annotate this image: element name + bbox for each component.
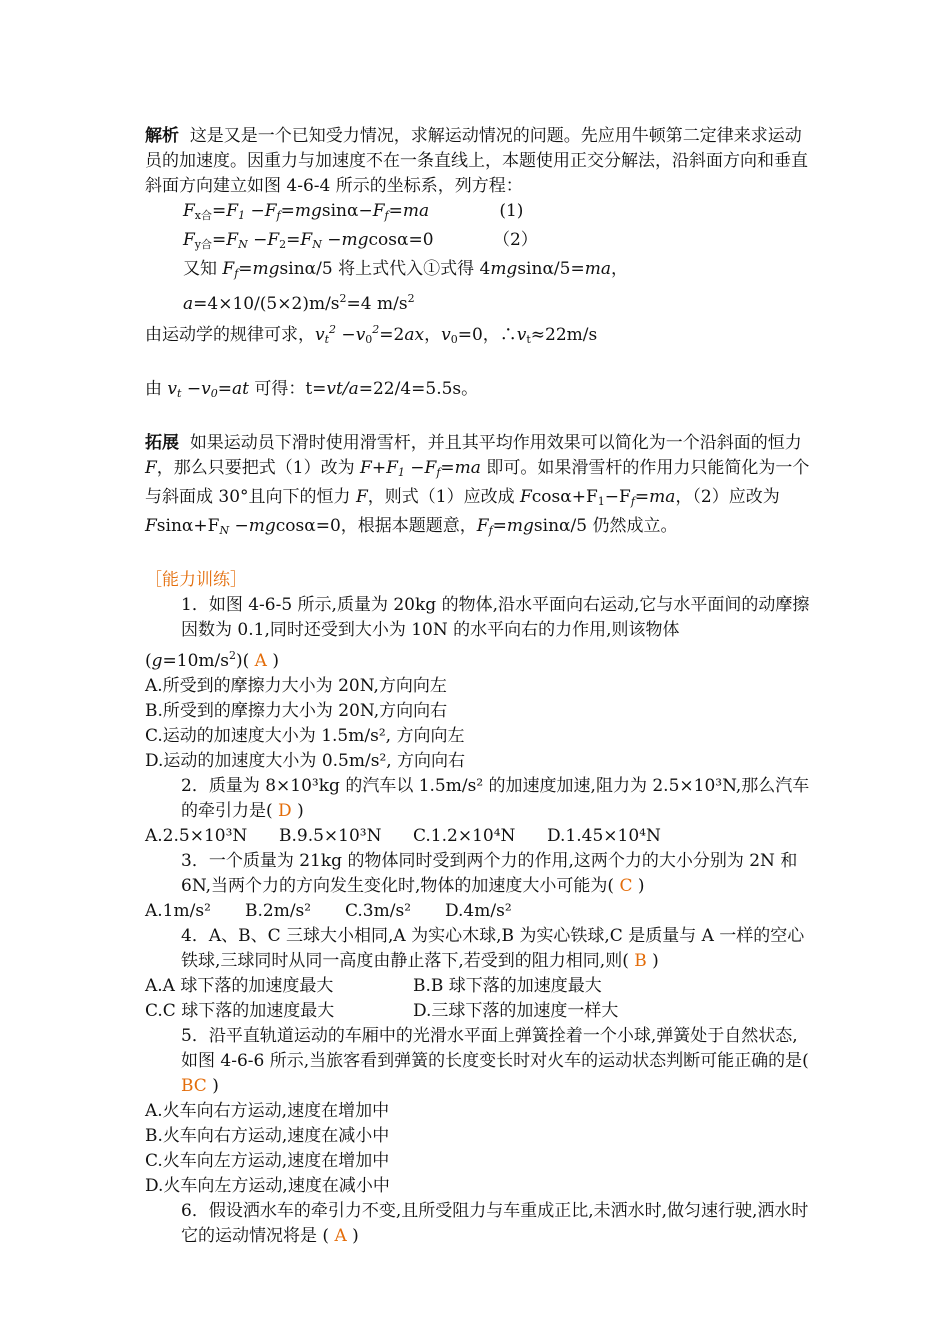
equation-2: $F_{y合}=F_N -F_2=F_N -mgcos\alpha=0$ （2）	[183, 230, 538, 251]
question-5-text: 5．沿平直轨道运动的车厢中的光滑水平面上弹簧拴着一个小球,弹簧处于自然状态,如图 4-6-6 所示,当旅客看到弹簧的长度变长时对火车的运动状态判断可能正确的是	[181, 1026, 803, 1071]
question-3-option-d: D.4m/s²	[445, 901, 512, 921]
extension-text-5: ，（2）应改为	[675, 487, 780, 507]
kinematics-text-3: ≈22m/s	[530, 325, 598, 345]
extension-paragraph: 拓展 如果运动员下滑时使用滑雪杆，并且其平均作用效果可以简化为一个沿斜面的恒力 F，那么只要把式（1）改为 $F+F_1 -F_f=ma$ 即可。如果滑雪杆的作用力只能简化为一个与斜面成 30°且向下的恒力 F，则式（1）应改成 $Fcos\alpha+F_1-F_f=ma$，（2）应改为	[145, 433, 810, 508]
question-2-option-d: D.1.45×10⁴N	[547, 826, 661, 846]
question-1-answer: A	[254, 651, 267, 671]
question-6-answer: A	[334, 1226, 347, 1246]
question-5-answer: BC	[181, 1076, 207, 1096]
analysis-paragraph	[145, 124, 810, 199]
question-3-option-a: A.1m/s²	[145, 901, 211, 921]
question-5-option-c: C.火车向左方运动,速度在增加中	[145, 1151, 390, 1171]
time-text-3: =22/4=5.5s。	[358, 379, 479, 399]
time-text-2: 可得：t=	[248, 379, 327, 399]
question-4-option-a: A.A 球下落的加速度最大	[145, 976, 334, 996]
time-text-1: 由	[145, 379, 168, 399]
kinematics-line: 由运动学的规律可求，$v_t^2 -v_0^2=2ax$，$v_0=0$，$\therefore v_t\approx 22m/s$	[145, 323, 598, 346]
question-1-option-d: D.运动的加速度大小为 0.5m/s², 方向向右	[145, 751, 466, 771]
known-line: 又知 $F_f=mgsin\alpha/5$ 将上式代入①式得 4mgsinα/5=ma，$a=4\times 10/(5\times 2)m/s^2=4$ $m/s^2$	[183, 259, 628, 314]
question-3-text: 3．一个质量为 21kg 的物体同时受到两个力的作用,这两个力的大小分别为 2N 和 6N,当两个力的方向发生变化时,物体的加速度大小可能为	[181, 851, 798, 896]
question-1-text: 1．如图 4-6-5 所示,质量为 20kg 的物体,沿水平面向右运动,它与水平面间的动摩擦因数为 0.1,同时还受到大小为 10N 的水平向右的力作用,则该物体	[181, 595, 810, 640]
question-5-stem: 5．沿平直轨道运动的车厢中的光滑水平面上弹簧拴着一个小球,弹簧处于自然状态,如图 4-6-6 所示,当旅客看到弹簧的长度变长时对火车的运动状态判断可能正确的是( BC )	[181, 1026, 809, 1096]
question-4-option-b: B.B 球下落的加速度最大	[413, 976, 602, 996]
question-5-option-a: A.火车向右方运动,速度在增加中	[145, 1101, 390, 1121]
equation-2-number: （2）	[492, 230, 538, 250]
question-4-options-row-2	[145, 999, 810, 1024]
question-2-option-a: A.2.5×10³N	[145, 826, 248, 846]
extension-label: 拓展	[145, 433, 179, 453]
extension-text-7: 仍然成立。	[587, 516, 678, 536]
document-page	[145, 124, 810, 1249]
extension-eq-line: $Fsin\alpha+F_N -mgcos\alpha=0$，根据本题题意，$F_f=mgsin\alpha/5$ 仍然成立。	[145, 516, 678, 537]
question-4-text: 4．A、B、C 三球大小相同,A 为实心木球,B 为实心铁球,C 是质量与 A 一样的空心铁球,三球同时从同一高度由静止落下,若受到的阻力相同,则	[181, 926, 805, 971]
question-2-answer: D	[278, 801, 292, 821]
extension-text-3: 即可。如果滑雪杆的作用力只能简化为一个与斜面成 30°且向下的恒力	[145, 458, 810, 507]
equation-1-number: (1)	[499, 201, 524, 221]
question-3-stem: 3．一个质量为 21kg 的物体同时受到两个力的作用,这两个力的大小分别为 2N 和 6N,当两个力的方向发生变化时,物体的加速度大小可能为( C )	[181, 851, 798, 896]
known-text-2: 将上式代入①式得 4	[332, 259, 491, 279]
question-3-answer: C	[619, 876, 633, 896]
extension-text-6: ，根据本题题意，	[340, 516, 477, 536]
section-title: ［能力训练］	[145, 570, 247, 590]
analysis-text: 这是又是一个已知受力情况，求解运动情况的问题。先应用牛顿第二定律来求运动员的加速度。因重力与加速度不在一条直线上，本题使用正交分解法，沿斜面方向和垂直斜面方向建立如图 4-6-4 所示的坐标系，列方程：	[145, 126, 808, 196]
question-6-stem: 6．假设洒水车的牵引力不变,且所受阻力与车重成正比,未洒水时,做匀速行驶,洒水时它的运动情况将是 ( A )	[181, 1201, 809, 1246]
question-5-option-d: D.火车向左方运动,速度在减小中	[145, 1176, 390, 1196]
extension-text-4: ，则式（1）应改成	[367, 487, 520, 507]
question-2-option-b: B.9.5×10³N	[279, 826, 382, 846]
question-3-option-b: B.2m/s²	[245, 901, 312, 921]
question-4-option-c: C.C 球下落的加速度最大	[145, 1001, 335, 1021]
question-3-option-c: C.3m/s²	[345, 901, 412, 921]
question-1-option-a: A.所受到的摩擦力大小为 20N,方向向左	[145, 676, 447, 696]
extension-text-2: ，那么只要把式（1）改为	[156, 458, 361, 478]
question-4-stem: 4．A、B、C 三球大小相同,A 为实心木球,B 为实心铁球,C 是质量与 A 一样的空心铁球,三球同时从同一高度由静止落下,若受到的阻力相同,则( B )	[181, 926, 805, 971]
extension-text-1: 如果运动员下滑时使用滑雪杆，并且其平均作用效果可以简化为一个沿斜面的恒力	[189, 433, 802, 453]
question-4-answer: B	[634, 951, 647, 971]
time-line: 由 $v_t -v_0=at$ 可得：t=vt/a=22/4=5.5s。	[145, 379, 479, 400]
equation-1: $F_{x合}=F_1 -F_f=mgsin\alpha-F_f=ma$ (1)	[183, 201, 524, 222]
question-1-option-c: C.运动的加速度大小为 1.5m/s², 方向向左	[145, 726, 465, 746]
question-6-text: 6．假设洒水车的牵引力不变,且所受阻力与车重成正比,未洒水时,做匀速行驶,洒水时它的运动情况将是	[181, 1201, 809, 1246]
analysis-label: 解析	[145, 126, 179, 146]
question-1-stem	[145, 593, 810, 643]
known-text-3: =4×10/(5×2)m/s	[193, 294, 340, 314]
kinematics-text-1: 由运动学的规律可求，	[145, 325, 315, 345]
kinematics-text-2: ，∴	[482, 325, 517, 345]
question-1-tail: $(g=10m/s^2)$( A )	[145, 649, 279, 671]
question-2-options	[145, 824, 810, 849]
question-2-text: 2．质量为 8×10³kg 的汽车以 1.5m/s² 的加速度加速,阻力为 2.5×10³N,那么汽车的牵引力是	[181, 776, 810, 821]
question-3-options	[145, 899, 810, 924]
question-4-option-d: D.三球下落的加速度一样大	[413, 1001, 619, 1021]
question-2-option-c: C.1.2×10⁴N	[413, 826, 516, 846]
question-5-option-b: B.火车向右方运动,速度在减小中	[145, 1126, 390, 1146]
question-4-options-row-1	[145, 974, 810, 999]
known-text-4: =4 m/s	[346, 294, 408, 314]
question-1-option-b: B.所受到的摩擦力大小为 20N,方向向右	[145, 701, 448, 721]
known-text-1: 又知	[183, 259, 223, 279]
question-2-stem: 2．质量为 8×10³kg 的汽车以 1.5m/s² 的加速度加速,阻力为 2.5×10³N,那么汽车的牵引力是( D )	[181, 776, 810, 821]
